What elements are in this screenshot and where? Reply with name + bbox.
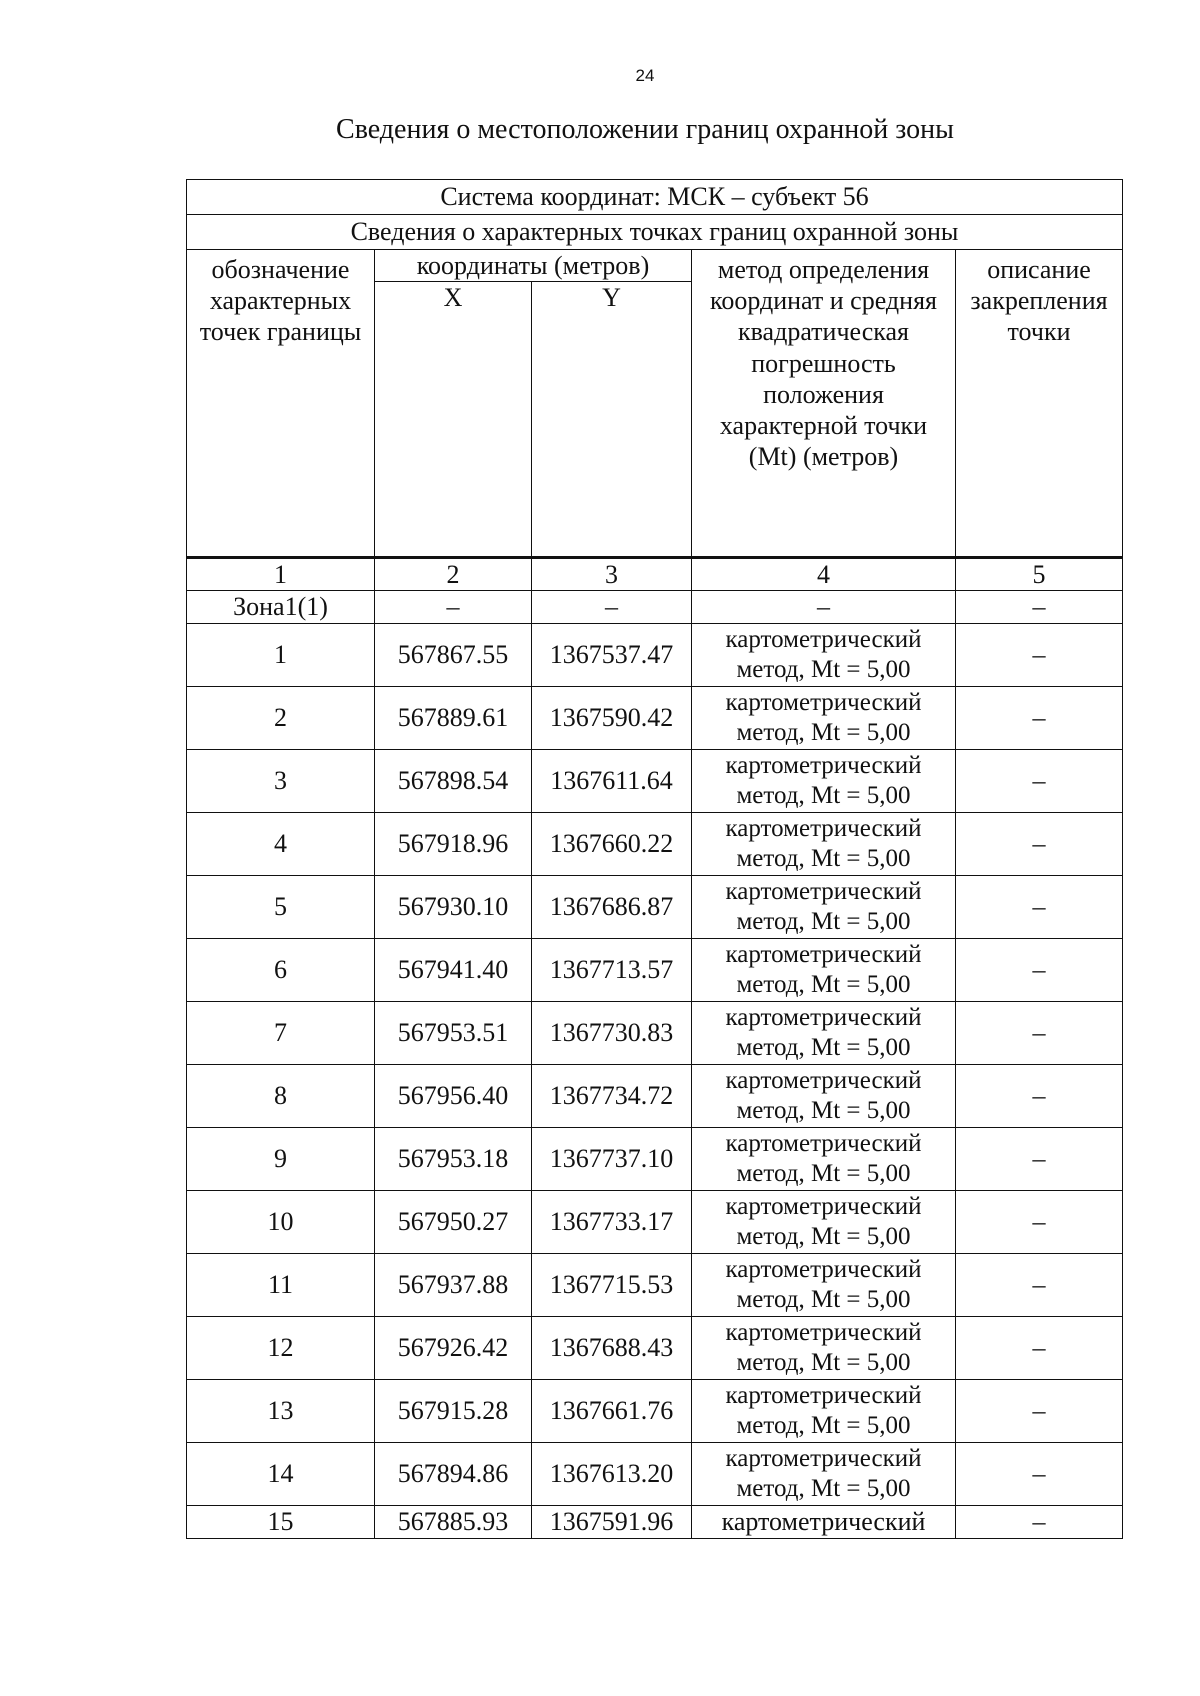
table-row [187, 1190, 1123, 1253]
fixation-description: – [956, 812, 1123, 875]
y-coordinate: 1367733.17 [532, 1190, 692, 1253]
method-line-2: метод, Mt = 5,00 [736, 1285, 911, 1313]
fixation-description: – [956, 938, 1123, 1001]
method-cell [692, 875, 956, 938]
point-number: 8 [187, 1064, 375, 1127]
table-row [187, 1253, 1123, 1316]
y-coordinate: 1367537.47 [532, 623, 692, 686]
zone-cell: – [692, 591, 956, 623]
y-coordinate: 1367590.42 [532, 686, 692, 749]
method-line-2: метод, Mt = 5,00 [736, 718, 911, 746]
fixation-description: – [956, 623, 1123, 686]
point-number: 9 [187, 1127, 375, 1190]
x-coordinate: 567867.55 [375, 623, 532, 686]
method-cell [692, 1064, 956, 1127]
method-line-1: картометрический [725, 1318, 922, 1346]
point-number: 7 [187, 1001, 375, 1064]
fixation-description: – [956, 1064, 1123, 1127]
method-line-2: метод, Mt = 5,00 [736, 1348, 911, 1376]
method-cell [692, 1001, 956, 1064]
point-number: 2 [187, 686, 375, 749]
point-number: 6 [187, 938, 375, 1001]
method-line-1: картометрический [725, 1129, 922, 1157]
method-cell [692, 938, 956, 1001]
method-line-1: картометрический [725, 1444, 922, 1472]
method-cell [692, 749, 956, 812]
x-coordinate: 567926.42 [375, 1316, 532, 1379]
column-number: 3 [532, 558, 692, 591]
x-coordinate: 567915.28 [375, 1379, 532, 1442]
method-line-1: картометрический [725, 1255, 922, 1283]
method-line-1: картометрический [725, 688, 922, 716]
section-title-header: Сведения о характерных точках границ охранной зоны [187, 215, 1123, 250]
method-line-1: картометрический [725, 1066, 922, 1094]
y-coordinate: 1367737.10 [532, 1127, 692, 1190]
point-number: 11 [187, 1253, 375, 1316]
method-line-2: метод, Mt = 5,00 [736, 970, 911, 998]
x-coordinate: 567885.93 [375, 1505, 532, 1538]
method-line-1: картометрический [725, 751, 922, 779]
y-coordinate: 1367613.20 [532, 1442, 692, 1505]
method-line-1: картометрический [725, 1192, 922, 1220]
x-coordinate: 567953.18 [375, 1127, 532, 1190]
y-coordinate: 1367715.53 [532, 1253, 692, 1316]
table-row [187, 812, 1123, 875]
method-cell [692, 1127, 956, 1190]
table-row [187, 623, 1123, 686]
column-number: 1 [187, 558, 375, 591]
x-coordinate: 567950.27 [375, 1190, 532, 1253]
fixation-description: – [956, 875, 1123, 938]
page-title: Сведения о местоположении границ охранной зоны [336, 114, 954, 145]
method-line-2: метод, Mt = 5,00 [736, 907, 911, 935]
method-line-2: метод, Mt = 5,00 [736, 1474, 911, 1502]
fixation-description: – [956, 1253, 1123, 1316]
boundary-points-table-container [186, 179, 1122, 1539]
table-row [187, 1442, 1123, 1505]
x-coordinate: 567894.86 [375, 1442, 532, 1505]
zone-cell: – [532, 591, 692, 623]
point-number: 12 [187, 1316, 375, 1379]
point-number: 13 [187, 1379, 375, 1442]
method-cell [692, 1379, 956, 1442]
y-coordinate: 1367611.64 [532, 749, 692, 812]
method-line-2: метод, Mt = 5,00 [736, 1411, 911, 1439]
zone-cell: – [956, 591, 1123, 623]
x-coordinate: 567956.40 [375, 1064, 532, 1127]
method-line-2: метод, Mt = 5,00 [736, 655, 911, 683]
table-row [187, 686, 1123, 749]
x-coordinate: 567937.88 [375, 1253, 532, 1316]
method-line-1: картометрический [725, 625, 922, 653]
x-coordinate: 567941.40 [375, 938, 532, 1001]
column-number: 2 [375, 558, 532, 591]
y-coordinate: 1367730.83 [532, 1001, 692, 1064]
fixation-description: – [956, 1442, 1123, 1505]
table-row [187, 749, 1123, 812]
method-line-2: метод, Mt = 5,00 [736, 781, 911, 809]
method-cell [692, 686, 956, 749]
header-x: X [375, 282, 532, 558]
y-coordinate: 1367688.43 [532, 1316, 692, 1379]
point-number: 10 [187, 1190, 375, 1253]
column-numbers-row [187, 558, 1123, 591]
method-line-2: метод, Mt = 5,00 [736, 1159, 911, 1187]
x-coordinate: 567918.96 [375, 812, 532, 875]
fixation-description: – [956, 1190, 1123, 1253]
x-coordinate: 567930.10 [375, 875, 532, 938]
fixation-description: – [956, 749, 1123, 812]
zone-cell: – [375, 591, 532, 623]
x-coordinate: 567889.61 [375, 686, 532, 749]
table-row [187, 1505, 1123, 1538]
method-cell [692, 1442, 956, 1505]
method-cell [692, 1190, 956, 1253]
method-cell: картометрический [692, 1505, 956, 1538]
method-line-2: метод, Mt = 5,00 [736, 1222, 911, 1250]
method-line-2: метод, Mt = 5,00 [736, 1096, 911, 1124]
method-cell [692, 812, 956, 875]
table-row [187, 1001, 1123, 1064]
y-coordinate: 1367591.96 [532, 1505, 692, 1538]
method-line-2: метод, Mt = 5,00 [736, 1033, 911, 1061]
boundary-points-table [186, 179, 1123, 1539]
header-method: метод определения координат и средняя квадратическая погрешность положения характерной точки (Mt) (метров) [692, 250, 956, 558]
header-point-designation: обозначение характерных точек границы [187, 250, 375, 558]
method-line-1: картометрический [725, 877, 922, 905]
header-fixation-description: описание закрепления точки [956, 250, 1123, 558]
method-cell [692, 623, 956, 686]
method-line-1: картометрический [725, 1381, 922, 1409]
fixation-description: – [956, 1379, 1123, 1442]
fixation-description: – [956, 686, 1123, 749]
fixation-description: – [956, 1316, 1123, 1379]
y-coordinate: 1367734.72 [532, 1064, 692, 1127]
coordinate-system-header: Система координат: МСК – субъект 56 [187, 180, 1123, 215]
table-row [187, 1064, 1123, 1127]
fixation-description: – [956, 1001, 1123, 1064]
table-row [187, 938, 1123, 1001]
table-row [187, 875, 1123, 938]
column-number: 5 [956, 558, 1123, 591]
method-line-2: метод, Mt = 5,00 [736, 844, 911, 872]
point-number: 5 [187, 875, 375, 938]
point-number: 1 [187, 623, 375, 686]
column-number: 4 [692, 558, 956, 591]
method-cell [692, 1316, 956, 1379]
table-row [187, 1127, 1123, 1190]
fixation-description: – [956, 1127, 1123, 1190]
table-row [187, 1316, 1123, 1379]
method-line-1: картометрический [725, 1003, 922, 1031]
page-number: 24 [635, 66, 655, 85]
method-line-1: картометрический [725, 814, 922, 842]
method-line-1: картометрический [725, 940, 922, 968]
method-cell [692, 1253, 956, 1316]
header-y: Y [532, 282, 692, 558]
table-row [187, 1379, 1123, 1442]
point-number: 14 [187, 1442, 375, 1505]
zone-row [187, 591, 1123, 623]
y-coordinate: 1367686.87 [532, 875, 692, 938]
y-coordinate: 1367713.57 [532, 938, 692, 1001]
header-coordinates: координаты (метров) [375, 250, 692, 282]
x-coordinate: 567898.54 [375, 749, 532, 812]
fixation-description: – [956, 1505, 1123, 1538]
x-coordinate: 567953.51 [375, 1001, 532, 1064]
zone-label: Зона1(1) [187, 591, 375, 623]
y-coordinate: 1367660.22 [532, 812, 692, 875]
y-coordinate: 1367661.76 [532, 1379, 692, 1442]
point-number: 3 [187, 749, 375, 812]
point-number: 4 [187, 812, 375, 875]
point-number: 15 [187, 1505, 375, 1538]
